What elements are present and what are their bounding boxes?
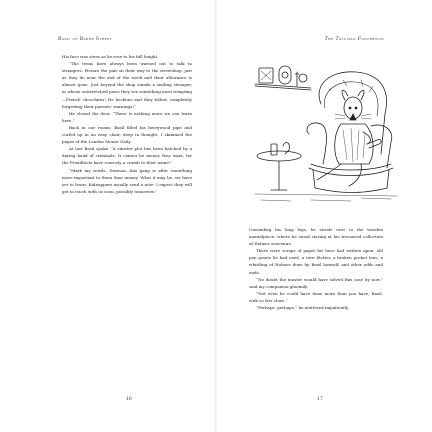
left-page-text bbox=[62, 53, 192, 195]
paragraph: “Not even he could have done more than you have, Basil, with so few clues.” bbox=[249, 290, 383, 303]
running-head-left: Basil of Baker Street bbox=[58, 37, 113, 42]
left-page bbox=[0, 0, 215, 432]
paragraph: Back in our rooms, Basil filled his berrywood pipe and curled up in an easy chair, deep in thought. I skimmed the pages of the London Mouse Daily. bbox=[62, 124, 192, 145]
paragraph: Unwinding his long legs, he strode over to the wooden mantelpiece, where he stood staring at his treasured collection of Holmes souvenirs. bbox=[249, 227, 383, 247]
paragraph: “Mark my words, Dawson—this gang is after something more important to them than money. What it may be, we have yet to learn. Kidnappers usually send a note. I expect they will get in touch with us soon, possibly tomorrow.” bbox=[62, 167, 192, 194]
paragraph: At last Basil spoke. “A sinister plot has been hatched by a daring band of criminals. It cannot be money they want, for the Proudfoots have scarcely a crumb to their name!” bbox=[62, 146, 192, 166]
paragraph: “No doubt the master would have solved this case by now,” said my companion gloomily. bbox=[249, 276, 383, 289]
paragraph: “The twins have always been warned not to talk to strangers. Picture the pair on their way to the sweetshop, just as they do near the end of the week and their allowance is almost gone. Just beyond the shop stands a smiling stranger, in whose outstretched paws they see something most tempting—French chocolates! He beckons and they follow, completely forgetting their parents’ warnings!” bbox=[62, 61, 192, 109]
paragraph: “Perhaps, perhaps,” he muttered impatiently. bbox=[256, 305, 350, 311]
paragraph: His face was stern as he rose to his full height. bbox=[62, 54, 159, 59]
page-number-left: 16 bbox=[126, 397, 132, 402]
right-page-text bbox=[249, 226, 383, 311]
page-number-right: 17 bbox=[317, 397, 323, 402]
paragraph: There were scraps of paper his hero had written upon, old pen points he had used, a torn blotter, a broken pocket lens, a whittling of Holmes done by Basil himself, and other odds and ends. bbox=[249, 248, 383, 275]
running-head-right: The Telltale Footprints bbox=[324, 37, 384, 42]
right-page bbox=[217, 0, 432, 432]
illustration-basil-armchair bbox=[251, 64, 401, 206]
paragraph: He closed the door. “There is nothing more we can learn here.” bbox=[62, 110, 192, 123]
